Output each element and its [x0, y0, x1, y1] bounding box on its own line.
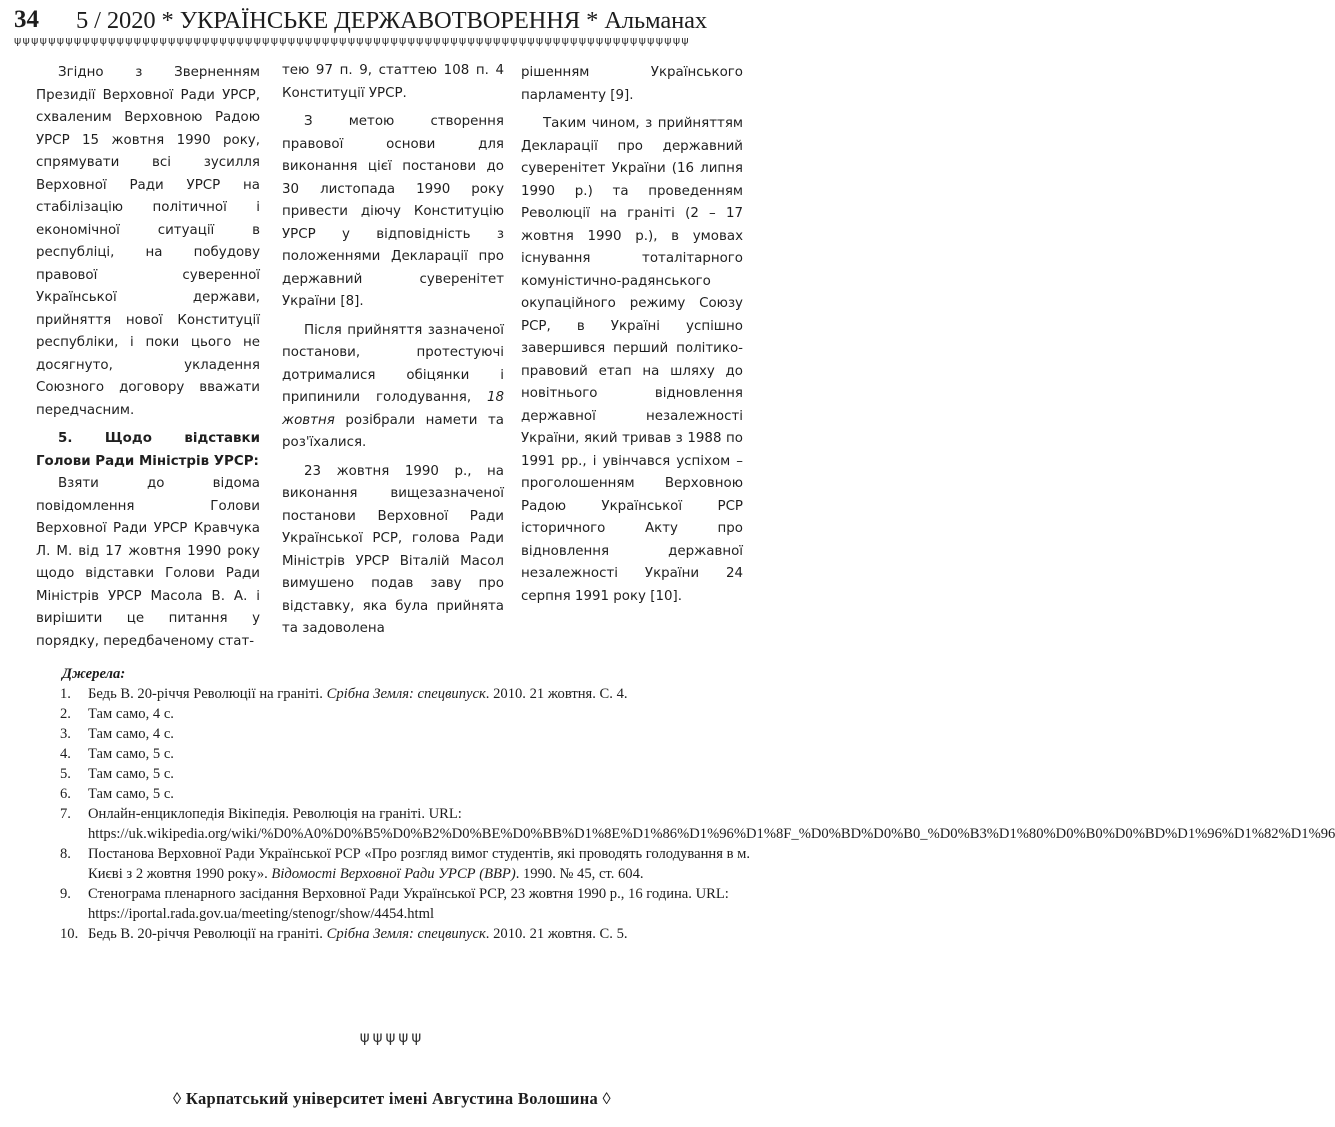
- reference-number: 6.: [60, 786, 71, 802]
- paragraph: Взяти до відома повідомлення Голови Верховної Ради УРСР Кравчука Л. М. від 17 жовтня 1990 року щодо відставки Голови Ради Міністрів УРСР Масола В. А. і вирішити це питання у порядку, передбаченому стат-: [36, 476, 260, 649]
- reference-number: 1.: [60, 686, 71, 702]
- reference-text: . 2010. 21 жовтня. С. 4.: [485, 686, 628, 702]
- page-footer: ◊ Карпатський університет імені Августина Волошина ◊: [173, 1089, 611, 1108]
- reference-item: [60, 784, 750, 804]
- reference-number: 2.: [60, 706, 71, 722]
- header-ornament: ψψψψψψψψψψψψψψψψψψψψψψψψψψψψψψψψψψψψψψψψψψψψψψψψψψψψψψψψψψψψψψψψψψψψψψψψψψψψψψψ: [14, 34, 690, 47]
- paragraph-text: розібрали намети та роз'їхалися.: [282, 412, 504, 450]
- references: [60, 664, 1335, 944]
- paragraph: [282, 320, 504, 455]
- column-1: [36, 62, 260, 659]
- reference-text: Там само, 4 с.: [88, 706, 174, 722]
- reference-number: 7.: [60, 806, 71, 822]
- page-number: 34: [14, 6, 39, 33]
- reference-text: Бедь В. 20-річчя Революції на граніті.: [88, 926, 327, 942]
- paragraph-text: Після прийняття зазначеної постанови, протестуючі дотрималися обіцянки і припинили голодування,: [282, 322, 504, 405]
- reference-text: Там само, 5 с.: [88, 746, 174, 762]
- end-ornament: ψψψψψ: [359, 1028, 425, 1046]
- reference-text: Там само, 4 с.: [88, 726, 174, 742]
- reference-text: Онлайн-енциклопедія Вікіпедія. Революція на граніті. URL: https://uk.wikipedia.org/wiki/%D0%A0%D0%B5%D0%B2%D0%BE%D0%BB%D1%8E%D1%86%D1%96%D1%8F_%D0%BD%D0%B0_%D0%B3%D1%80%D0%B0%D0%BD%D1%96%D1%82%D1%96: [88, 806, 1335, 842]
- reference-text: Стенограма пленарного засідання Верховної Ради Української РСР, 23 жовтня 1990 р., 16 година. URL: https://iportal.rada.gov.ua/meeting/stenogr/show/4454.html: [88, 886, 729, 922]
- reference-text: . 1990. № 45, ст. 604.: [515, 866, 644, 882]
- page-header: [14, 4, 774, 34]
- paragraph: тею 97 п. 9, статтею 108 п. 4 Конституції УРСР.: [282, 63, 504, 101]
- reference-number: 5.: [60, 766, 71, 782]
- reference-item: [60, 744, 750, 764]
- italic-date: 18 жовтня: [282, 390, 504, 428]
- reference-number: 10.: [60, 926, 79, 942]
- reference-number: 8.: [60, 846, 71, 862]
- column-2: [282, 60, 504, 647]
- paragraph: Таким чином, з прийняттям Декларації про державний суверенітет України (16 липня 1990 р.) та проведенням Революції на граніті (2 – 17 жовтня 1990 р.), в умовах існування тоталітарного комуністично-радянського окупаційного режиму Союзу РСР, в Україні успішно завершився перший політико-правовий етап на шляху до новітнього відновлення державної незалежності України, який тривав з 1988 по 1991 рр., і увінчався успіхом – проголошенням Верховною Радою Української РСР історичного Акту про відновлення державної незалежності України 24 серпня 1991 року [10].: [521, 116, 743, 604]
- reference-text: Постанова Верховної Ради Української РСР «Про розгляд вимог студентів, які проводять голодування в м. Києві з 2 жовтня 1990 року».: [88, 846, 750, 882]
- reference-number: 3.: [60, 726, 71, 742]
- reference-text: Срібна Земля: спецвипуск: [326, 686, 486, 702]
- reference-item: [60, 844, 750, 884]
- reference-item: [60, 704, 750, 724]
- paragraph: З метою створення правової основи для виконання цієї постанови до 30 листопада 1990 року привести діючу Конституцію УРСР у відповідність з положеннями Декларації про державний суверенітет України [8].: [282, 114, 504, 309]
- reference-text: Відомості Верховної Ради УРСР (ВВР): [271, 866, 516, 882]
- reference-text: Бедь В. 20-річчя Революції на граніті.: [88, 686, 327, 702]
- reference-text: Срібна Земля: спецвипуск: [326, 926, 486, 942]
- paragraph: 23 жовтня 1990 р., на виконання вищезазначеної постанови Верховної Ради Української РСР, голова Ради Міністрів УРСР Віталій Масол вимушено подав заву про відставку, яка була прийнята та задоволена: [282, 463, 504, 636]
- reference-item: [60, 724, 750, 744]
- reference-item: [60, 764, 750, 784]
- reference-number: 9.: [60, 886, 71, 902]
- reference-text: Там само, 5 с.: [88, 766, 174, 782]
- running-title: 5 / 2020 * УКРАЇНСЬКЕ ДЕРЖАВОТВОРЕННЯ * Альманах: [76, 7, 708, 34]
- section-heading: 5. Щодо відставки Голови Ради Міністрів УРСР:: [36, 431, 260, 469]
- column-3: [521, 62, 743, 614]
- reference-list: [60, 684, 1335, 944]
- references-title: Джерела:: [62, 666, 126, 682]
- reference-item: [60, 684, 750, 704]
- paragraph: рішенням Українського парламенту [9].: [521, 65, 743, 103]
- reference-text: Там само, 5 с.: [88, 786, 174, 802]
- reference-item: [60, 924, 750, 944]
- reference-text: . 2010. 21 жовтня. С. 5.: [485, 926, 628, 942]
- reference-number: 4.: [60, 746, 71, 762]
- reference-item: [60, 884, 750, 924]
- paragraph: Згідно з Зверненням Президії Верховної Ради УРСР, схваленим Верховною Радою УРСР 15 жовтня 1990 року, спрямувати всі зусилля Верховної Ради УРСР на стабілізацію політичної і економічної ситуації в республіці, на побудову правової суверенної Української держави, прийняття нової Конституції республіки, і поки цього не досягнуто, укладення Союзного договору вважати передчасним.: [36, 65, 260, 418]
- reference-item: [60, 804, 1335, 844]
